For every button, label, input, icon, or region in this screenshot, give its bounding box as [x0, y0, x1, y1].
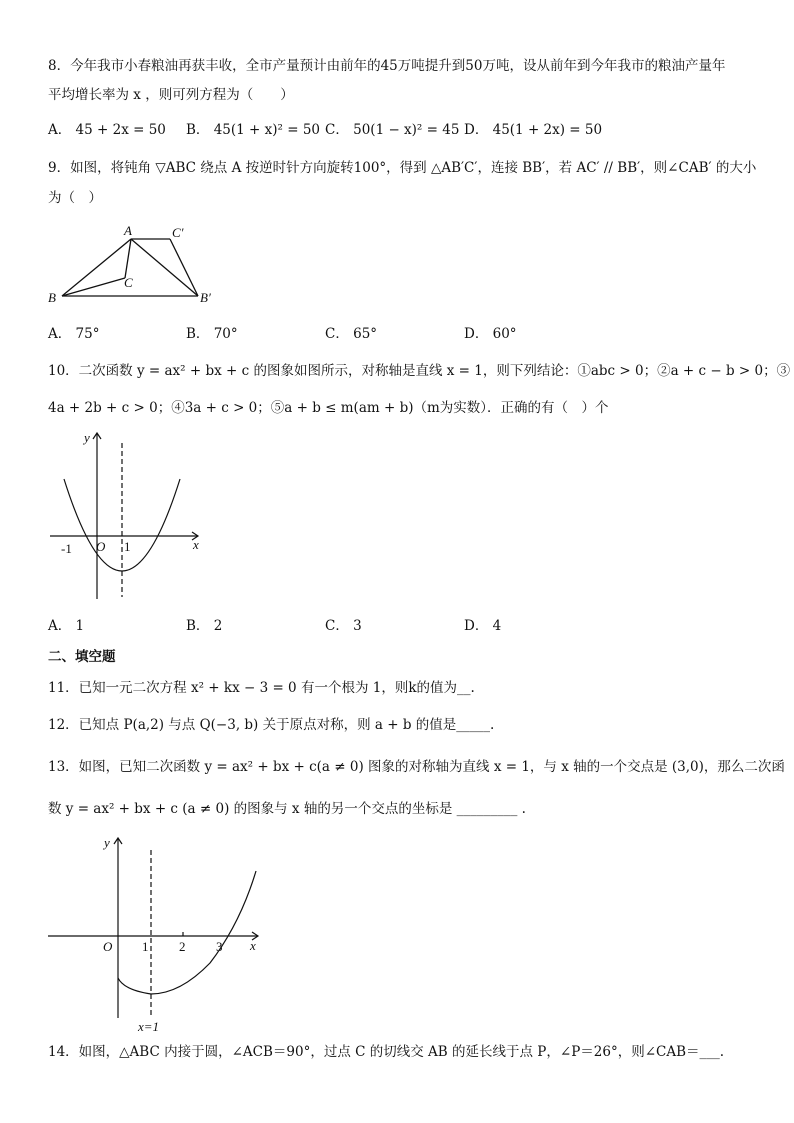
q10-label-one: 1 — [124, 539, 131, 554]
q10-option-d: D． 4 — [464, 618, 502, 634]
q10-label-y: y — [84, 430, 90, 445]
q13-label-origin: O — [103, 939, 113, 954]
q10-label-minus-one: -1 — [61, 541, 72, 556]
q9-line1: 9．如图，将钝角 ▽ABC 绕点 A 按逆时针方向旋转100°，得到 △AB′C′，连接 BB′，若 AC′ // BB′，则∠CAB′ 的大小 — [48, 160, 757, 176]
q9-option-d: D． 60° — [464, 326, 517, 342]
q9-label-b-prime: B′ — [200, 290, 211, 305]
q10-parabola-figure — [40, 425, 220, 605]
q8-line1: 8．今年我市小春粮油再获丰收，全市产量预计由前年的45万吨提升到50万吨，设从前年到今年我市的粮油产量年 — [48, 58, 726, 74]
q10-option-c: C． 3 — [325, 618, 362, 634]
q13-line1: 13．如图，已知二次函数 y = ax² + bx + c(a ≠ 0) 图象的对称轴为直线 x = 1，与 x 轴的一个交点是 (3,0)，那么二次函 — [48, 759, 785, 775]
q13-line2: 数 y = ax² + bx + c (a ≠ 0) 的图象与 x 轴的另一个交点的坐标是 _________ . — [48, 801, 526, 817]
q8-line2: 平均增长率为 x ，则可列方程为（ ） — [48, 87, 294, 103]
q10-line1: 10．二次函数 y = ax² + bx + c 的图象如图所示，对称轴是直线 x = 1，则下列结论：①abc > 0；②a + c − b > 0；③ — [48, 363, 791, 379]
q9-option-c: C． 65° — [325, 326, 378, 342]
section-title-fill-in: 二、填空题 — [48, 649, 116, 665]
q9-segment-bc — [62, 278, 125, 296]
q13-label-y: y — [104, 835, 110, 850]
q12-text: 12．已知点 P(a,2) 与点 Q(−3, b) 关于原点对称，则 a + b 的值是_____. — [48, 717, 495, 733]
q10-label-x: x — [193, 537, 199, 552]
q9-option-b: B． 70° — [186, 326, 238, 342]
q14-text: 14．如图，△ABC 内接于圆，∠ACB＝90°，过点 C 的切线交 AB 的延长线于点 P，∠P＝26°，则∠CAB＝___. — [48, 1044, 725, 1060]
q8-option-a: A． 45 + 2x = 50 — [48, 122, 166, 138]
q10-line2: 4a + 2b + c > 0；④3a + c > 0；⑤a + b ≤ m(am + b)（m为实数）．正确的有（ ）个 — [48, 400, 609, 416]
q13-label-axis-eq: x=1 — [138, 1019, 160, 1034]
q9-label-c: C — [124, 275, 133, 290]
q13-parabola — [118, 871, 256, 994]
q9-label-c-prime: C′ — [172, 225, 184, 240]
q8-option-b: B． 45(1 + x)² = 50 — [186, 122, 321, 138]
q8-option-d: D． 45(1 + 2x) = 50 — [464, 122, 603, 138]
q9-segment-c-prime-b-prime — [170, 239, 198, 296]
q9-segment-ab — [62, 239, 131, 296]
q11-text: 11．已知一元二次方程 x² + kx − 3 = 0 有一个根为 1，则k的值为__. — [48, 680, 475, 696]
q10-label-origin: O — [96, 539, 106, 554]
q9-segment-ac — [125, 239, 131, 278]
q13-label-one: 1 — [142, 939, 149, 954]
q13-label-two: 2 — [179, 939, 186, 954]
q13-label-x: x — [250, 938, 256, 953]
q9-label-a: A — [124, 223, 132, 238]
q8-option-c: C． 50(1 − x)² = 45 — [325, 122, 460, 138]
q13-parabola-figure — [40, 828, 280, 1038]
q9-triangle-figure — [40, 222, 230, 312]
q9-label-b: B — [48, 290, 56, 305]
q10-option-a: A． 1 — [48, 618, 85, 634]
q9-segment-ab-prime — [131, 239, 198, 296]
q9-option-a: A． 75° — [48, 326, 100, 342]
q9-line2: 为（ ） — [48, 190, 102, 206]
q10-option-b: B． 2 — [186, 618, 223, 634]
q13-label-three: 3 — [216, 939, 223, 954]
